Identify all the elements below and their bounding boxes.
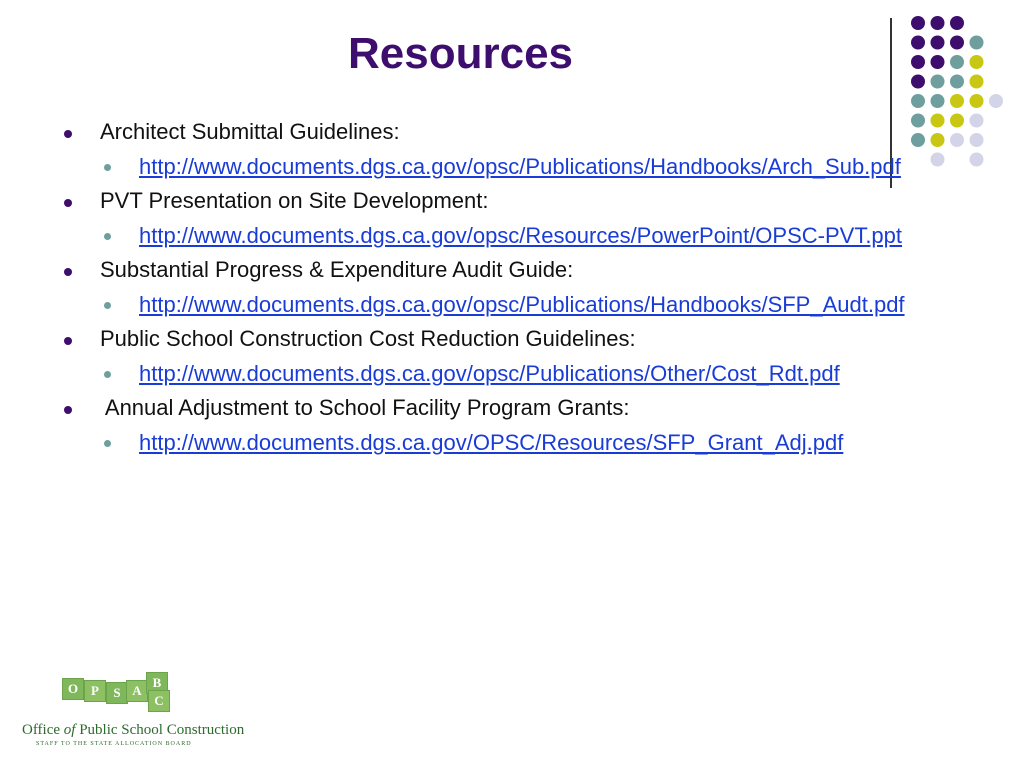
link-item [60,359,960,388]
logo-name-part: Public School Construction [75,722,245,738]
link-item [60,290,960,319]
logo-block: B [146,672,168,694]
list-item [60,256,960,284]
list-item [60,118,960,146]
decorative-dot [950,94,964,108]
decorative-dot [970,55,984,69]
list-item [60,187,960,215]
slide-title: Resources [348,29,574,78]
logo-tagline: STAFF TO THE STATE ALLOCATION BOARD [36,741,192,747]
item-label: Annual Adjustment to School Facility Program Grants: [100,395,630,420]
resource-link[interactable]: http://www.documents.dgs.ca.gov/OPSC/Resources/SFP_Grant_Adj.pdf [139,430,844,455]
decorative-dot [931,55,945,69]
bullet-icon [104,371,111,378]
decorative-dot [970,36,984,50]
resource-link[interactable]: http://www.documents.dgs.ca.gov/opsc/Publications/Handbooks/SFP_Audt.pdf [139,292,905,317]
item-label: Substantial Progress & Expenditure Audit Guide: [100,257,574,282]
decorative-dot [950,36,964,50]
bullet-icon [104,302,111,309]
item-label: Architect Submittal Guidelines: [100,119,400,144]
link-item [60,221,960,250]
decorative-dot [970,94,984,108]
decorative-dot [911,75,925,89]
logo-block: O [62,678,84,700]
decorative-dot [911,55,925,69]
decorative-dot [970,114,984,128]
bullet-icon [104,440,111,447]
logo-block: S [106,682,128,704]
resource-list [60,118,960,463]
logo-name-part: Office [22,722,64,738]
resource-link[interactable]: http://www.documents.dgs.ca.gov/opsc/Resources/PowerPoint/OPSC-PVT.ppt [139,223,903,248]
decorative-dot [931,75,945,89]
logo-block: A [126,680,148,702]
decorative-dot [950,75,964,89]
list-item [60,394,960,422]
resource-link[interactable]: http://www.documents.dgs.ca.gov/opsc/Publications/Handbooks/Arch_Sub.pdf [139,154,901,179]
decorative-dot [931,94,945,108]
bullet-icon [64,406,72,414]
decorative-dot [911,94,925,108]
decorative-dot [911,16,925,30]
decorative-dot [950,55,964,69]
list-item [60,325,960,353]
link-item [60,152,960,181]
logo-name-of: of [63,722,76,738]
item-label: Public School Construction Cost Reduction Guidelines: [100,326,636,351]
logo-block: C [148,690,170,712]
logo-block: P [84,680,106,702]
logo-name [22,722,244,739]
bullet-icon [64,268,72,276]
bullet-icon [104,233,111,240]
bullet-icon [64,130,72,138]
decorative-dot [911,36,925,50]
decorative-dot [989,94,1003,108]
bullet-icon [64,337,72,345]
decorative-dot [970,75,984,89]
item-label: PVT Presentation on Site Development: [100,188,489,213]
decorative-dot [970,153,984,167]
decorative-dot [950,16,964,30]
resource-link[interactable]: http://www.documents.dgs.ca.gov/opsc/Publications/Other/Cost_Rdt.pdf [139,361,840,386]
link-item [60,428,960,457]
bullet-icon [104,164,111,171]
decorative-dot [931,36,945,50]
decorative-dot [970,133,984,147]
bullet-icon [64,199,72,207]
decorative-dot [931,16,945,30]
